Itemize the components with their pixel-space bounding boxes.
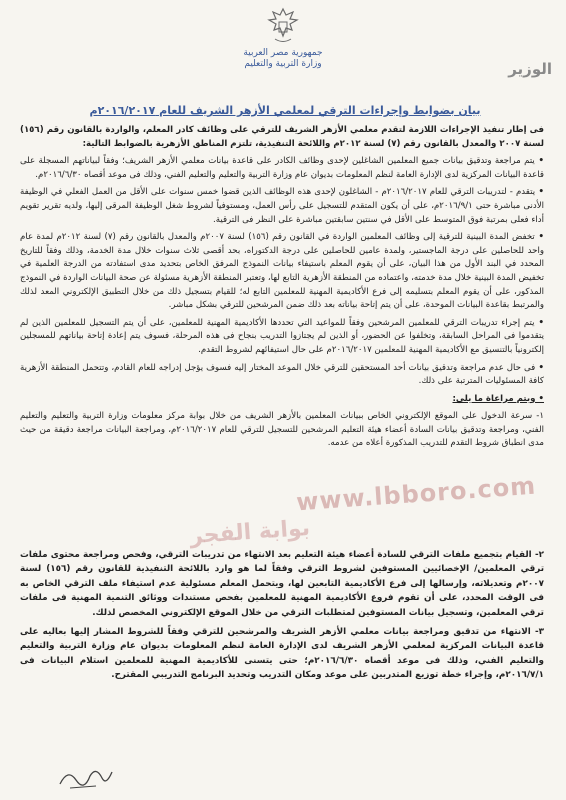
arabic-watermark: بوابة الفجر: [189, 515, 311, 550]
ministry-name: وزارة التربية والتعليم: [244, 59, 322, 69]
bullet-item-1: • يتم مراجعة وتدقيق بيانات جميع المعلمين الشاغلين لإحدى وظائف الكادر على قاعدة بيانات معلمي الأزهر الشريف؛ وفقاً لبياناتهم المسجلة على قاعدة البيانات المركزية لدى الإدارة العامة لنظم المعلومات بديوان عام وزارة التربية والتعليم والتعليم الفني، وذلك فى موعد أقصاه ٢٠١٦/٦/٣٠م.: [20, 155, 544, 182]
intro-paragraph: فى إطار تنفيذ الإجراءات اللازمة لتقدم معلمي الأزهر الشريف للترقي على وظائف كادر المعلم، والواردة بالقانون رقم (١٥٦) لسنة ٢٠٠٧ والمعدل بالقانون رقم (٧) لسنة ٢٠١٢م واللائحة التنفيذية، تلتزم المناطق الأزهرية بالضوابط التالية:: [20, 125, 544, 149]
steps-heading: • ويتم مراعاة ما يلي:: [20, 393, 544, 407]
bullet-item-2: • يتقدم - لتدريبات الترقي للعام ٢٠١٦/٢٠١٧م - الشاغلون لإحدى هذه الوظائف الذين قضوا خمس سنوات على الأقل من العمل الفعلي في الوظيفة الأدنى مباشرة حتى ٢٠١٦/٩/١م، على أن يكون المتقدم للتسجيل على رأس العمل، ومستوفياً لشروط شغل الوظيفة المرقى إليها، ولديه تقرير تقويم أداء فعلى بمرتبة فوق المتوسط على الأقل في سنتين سابقتين مباشرة على النظر فى الترقية.: [20, 186, 544, 227]
minister-label: الوزير: [508, 60, 552, 78]
document-title: بيان بضوابط وإجراءات الترقي لمعلمي الأزهر الشريف للعام ٢٠١٦/٢٠١٧م: [89, 104, 481, 117]
document-lower-section: [20, 548, 544, 688]
country-name: جمهورية مصر العربية: [243, 48, 323, 58]
step-3: ٣- الانتهاء من تدقيق ومراجعة بيانات معلمي الأزهر الشريف والمرشحين للترقي وفقاً للشروط المشار إليها بعاليه على قاعدة البيانات المركزية لمعلمي الأزهر الشريف لدى الإدارة العامة لنظم المعلومات بديوان عام وزارة التربية والتعليم والتعليم الفني، وذلك فى موعد أقصاه ٢٠١٦/٦/٣٠م؛ حتى يتسنى للأكاديمية المهنية للمعلمين استلام البيانات فى ٢٠١٦/٧/١م، وإجراء خطة توزيع المتدربين على موعد ومكان التدريب وتحديد البرنامج التدريبي المقترح.: [20, 627, 544, 681]
bullet-item-4: • يتم إجراء تدريبات الترقي للمعلمين المرشحين وفقاً للمواعيد التي تحددها الأكاديمية المهنية للمعلمين، على أن يتم التسجيل للمعلمين الذين لم يتقدموا فى المراحل السابقة، وتخلفوا عن الحضور، أو الذين لم يجتازوا التدريب بنجاح فى هذه المرحلة، فسوف يتم إعادة إتاحة بياناتهم للمسجلين إلكترونياً بالتنسيق مع الأكاديمية المهنية للمعلمين ٢٠١٦/٢٠١٧م على حال استيفائهم لشروط التقدم.: [20, 317, 544, 358]
eagle-emblem-icon: [266, 6, 300, 46]
bullet-item-3: • تخفض المدة البينية للترقية إلى وظائف المعلمين الواردة في القانون رقم (١٥٦) لسنة ٢٠٠٧م والمعدل بالقانون رقم (٧) لسنة ٢٠١٢م لمدة عام واحد للحاصلين على درجة الماجستير، ولمدة عامين للحاصلين على درجة الدكتوراه، بحد أقصى ثلاث سنوات خلال مدة الخدمة، وذلك وفقاً للتاريخ المحدد في البند الأول من هذا البيان، على أن يقوم المعلم باستيفاء بيانات النموذج المرفق الخاص بتحديد مدى استفادته من الدرجة العلمية في تخفيض المدة البينية خلال مدة خدمته، واعتماده من المنطقة الأزهرية التابع لها، وتعتبر المنطقة الأزهرية مسئولة عن صحة البيانات الواردة في النموذج المذكور، على أن يقوم المعلم بتسليمه إلى فرع الأكاديمية المهنية للمعلمين التابع له؛ للقيام بتسجيل ذلك من خلال التطبيق الإلكتروني المعد لذلك والمرتبط بقاعدة البيانات الموحدة، على أن يتم إتاحة بياناته بعد ذلك ضمن المرشحين للترقي بشكل مباشر.: [20, 231, 544, 313]
bullet-item-5: • فى حال عدم مراجعة وتدقيق بيانات أحد المستحقين للترقي خلال الموعد المختار إليه فسوف يؤجل إدراجه للعام القادم، وتتحمل المنطقة الأزهرية كافة المسئوليات المترتبة على ذلك.: [20, 362, 544, 389]
step-2: ٢- القيام بتجميع ملفات الترقي للسادة أعضاء هيئة التعليم بعد الانتهاء من تدريبات الترقي، وفحص ومراجعة محتوى ملفات ترقي المعلمين/ الإخصائيين المستوفين لشروط الترقي وفقاً لما هو وارد باللائحة التنفيذية للقانون رقم (١٥٦) لسنة ٢٠٠٧م وتعديلاته، وإرسالها إلى فرع الأكاديمية التابعين لها، ويتحمل المعلم مسئولية عدم استيفاء ملف الترقي الخاص به فى الوقت المحدد، على أن تقوم فروع الأكاديمية المهنية للمعلمين بفحص مستندات ووثائق التنمية المهنية فى ملفات ترقي المعلمين، وتسجيل بيانات المستوفين لمتطلبات الترقي من خلال الموقع الإلكتروني المخصص لذلك.: [20, 550, 545, 618]
step-1: ١- سرعة الدخول على الموقع الإلكتروني الخاص ببيانات المعلمين بالأزهر الشريف من خلال بوابة مركز معلومات وزارة التربية والتعليم والتعليم الفني، ومراجعة وتدقيق بيانات السادة أعضاء هيئة التعليم المرشحين للتسجيل للترقي للعام ٢٠١٦/٢٠١٧م، ومراجعة البيانات مراجعة دقيقة من حيث مدى انطباق شروط التقدم للتدريب المذكورة أعلاه من عدمه.: [20, 411, 544, 449]
document-body: [20, 124, 544, 455]
site-watermark: www.lbboro.com: [295, 471, 538, 517]
ministry-header: [208, 48, 358, 70]
handwritten-signature: [56, 762, 116, 792]
